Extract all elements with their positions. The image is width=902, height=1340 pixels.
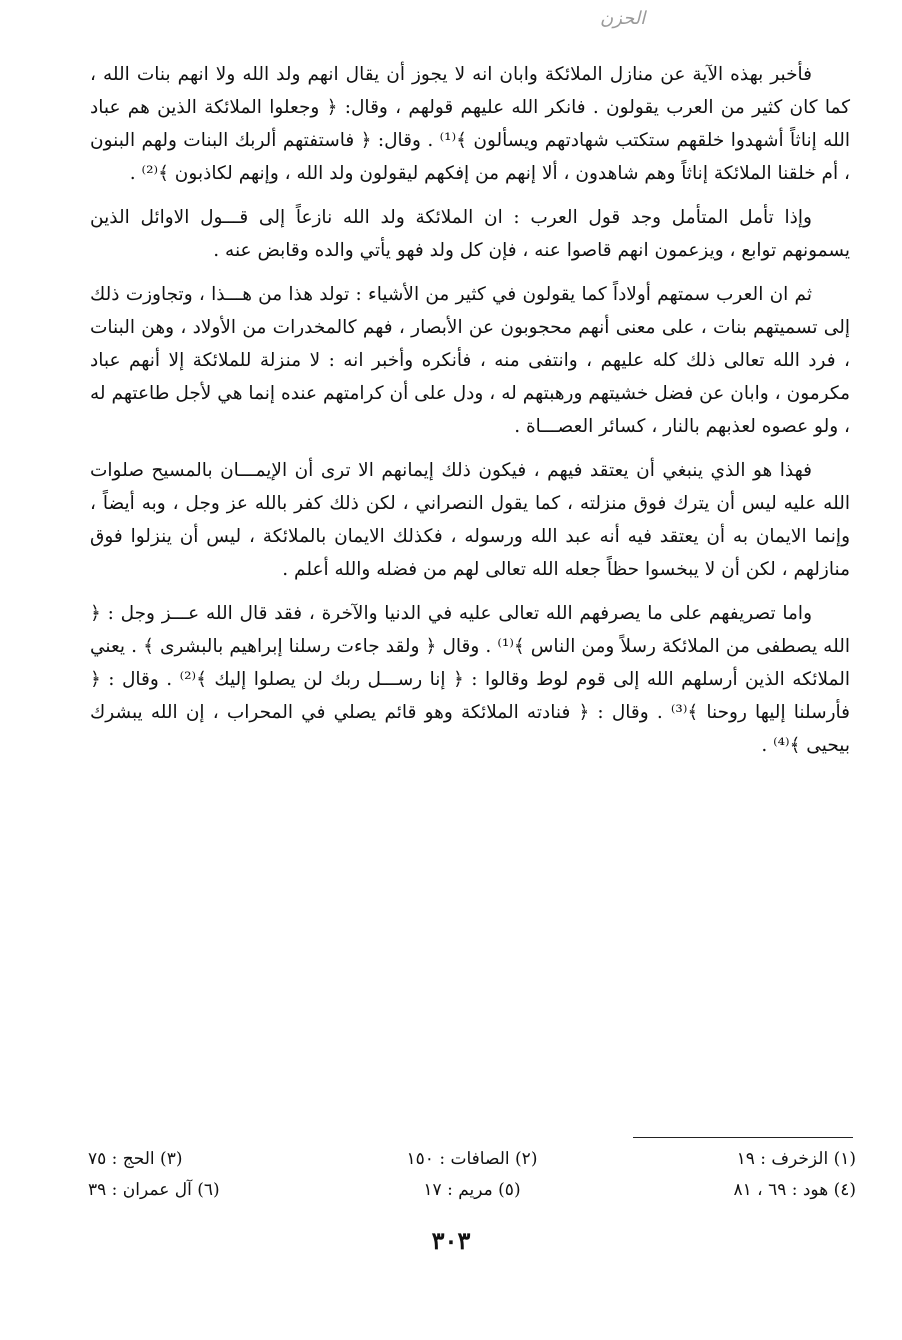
page-number: ٣٠٣ [431, 1226, 471, 1255]
footnotes [88, 1146, 856, 1204]
paragraph: ثم ان العرب سمتهم أولاداً كما يقولون في كثير من الأشياء : تولد هذا من هـــذا ، وتجاوزت ذلك إلى تسميتهم بنات ، على معنى أنهم محجوبون عن الأبصار ، فهم كالمخدرات من الأولاد ، وهن البنات ، فرد الله تعالى ذلك كله عليهم ، وانتفى منه ، فأنكره وأخبر انه : لا منزلة للملائكة إلا أنهم عباد مكرمون ، وابان عن فضل خشيتهم ورهبتهم له ، ودل على أن كرامتهم عنده إنما هي لأجل طاعتهم له ، ولو عصوه لعذبهم بالنار ، كسائر العصـــاة . [90, 284, 850, 437]
main-text [90, 58, 850, 773]
footnote-divider [633, 1137, 853, 1138]
footnote: (٢) الصافات : ١٥٠ [406, 1149, 538, 1169]
paragraph: فهذا هو الذي ينبغي أن يعتقد فيهم ، فيكون ذلك إيمانهم الا ترى أن الإيمـــان بالمسيح صلوات الله عليه ليس أن يترك فوق منزلته ، كما يقول النصراني ، لكن ذلك كفر بالله عز وجل ، وبه أيضاً ، وإنما الايمان به أن يعتقد فيه أنه عبد الله ورسوله ، فكذلك الايمان بالملائكة ، ليس أن ينزلوا فوق منازلهم ، لكن أن لا يبخسوا حظاً جعله الله تعالى لهم من فضله والله أعلم . [90, 460, 850, 580]
footnote: (١) الزخرف : ١٩ [736, 1149, 856, 1169]
paragraph: فأخبر بهذه الآية عن منازل الملائكة وابان انه لا يجوز أن يقال انهم ولد الله ولا انهم بنات الله ، كما كان كثير من العرب يقولون . فانكر الله عليهم قولهم ، وقال: ﴿ وجعلوا الملائكة الذين هم عباد الله إناثاً أشهدوا خلقهم ستكتب شهادتهم ويسألون ﴾⁽¹⁾ . وقال: ﴿ فاستفتهم ألربك البنات ولهم البنون ، أم خلقنا الملائكة إناثاً وهم شاهدون ، ألا إنهم من إفكهم ليقولون ولد الله ، وإنهم لكاذبون ﴾⁽²⁾ . [90, 64, 850, 184]
footnote: (٦) آل عمران : ٣٩ [88, 1180, 220, 1200]
paragraph: واما تصريفهم على ما يصرفهم الله تعالى عليه في الدنيا والآخرة ، فقد قال الله عـــز وجل : ﴿ الله يصطفى من الملائكة رسلاً ومن الناس ﴾⁽¹⁾ . وقال ﴿ ولقد جاءت رسلنا إبراهيم بالبشرى ﴾ . يعني الملائكه الذين أرسلهم الله إلى قوم لوط وقالوا : ﴿ إنا رســـل ربك لن يصلوا إليك ﴾⁽²⁾ . وقال : ﴿ فأرسلنا إليها روحنا ﴾⁽³⁾ . وقال : ﴿ فنادته الملائكة وهو قائم يصلي في المحراب ، إن الله يبشرك بيحيى ﴾⁽⁴⁾ . [90, 603, 851, 756]
paragraph: وإذا تأمل المتأمل وجد قول العرب : ان الملائكة ولد الله نازعاً إلى قـــول الاوائل الذين يسمونهم توابع ، ويزعمون انهم قاصوا عنه ، فإن كل ولد فهو يأتي والده وقابض عنه . [90, 207, 850, 261]
footnote: (٥) مريم : ١٧ [423, 1180, 521, 1200]
footnote: (٤) هود : ٦٩ ، ٨١ [733, 1180, 856, 1200]
footnote: (٣) الحج : ٧٥ [88, 1149, 183, 1169]
handwritten-margin-note: الحزن [600, 8, 646, 29]
